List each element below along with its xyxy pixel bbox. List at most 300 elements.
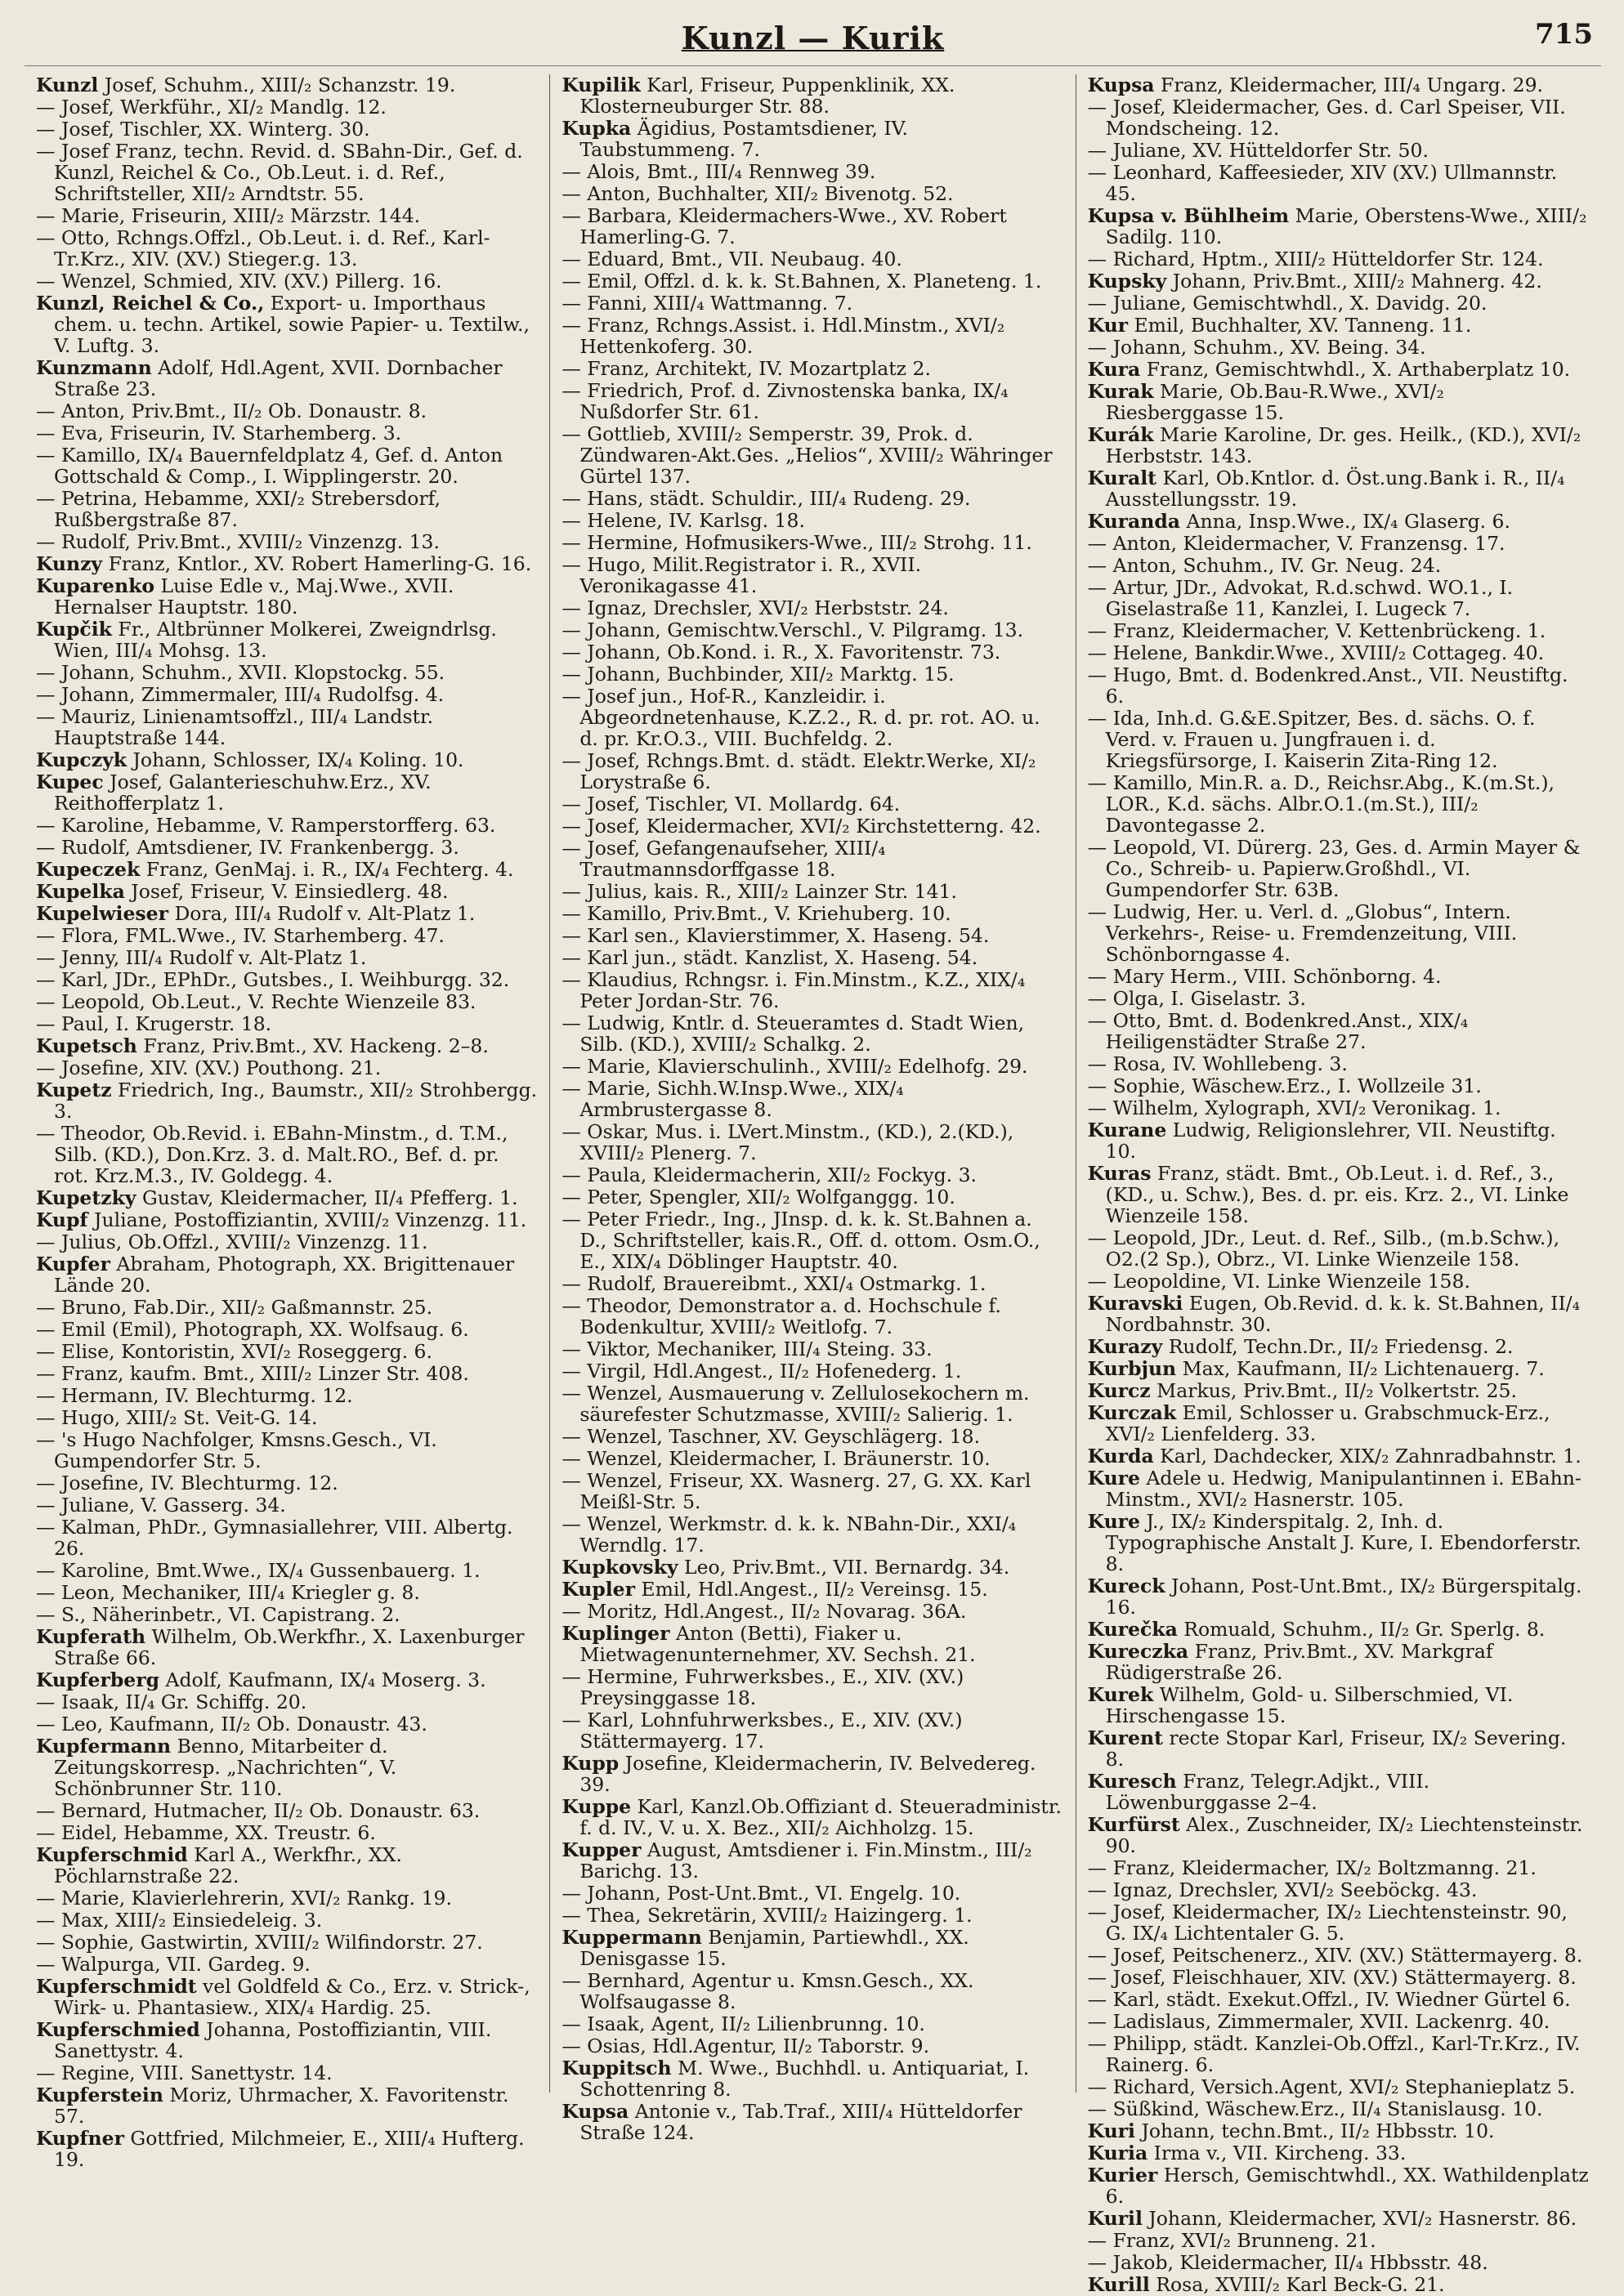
directory-entry	[561, 74, 1063, 117]
entry-surname: Kurcz	[1087, 1379, 1151, 1402]
directory-entry	[1088, 1989, 1590, 2010]
entry-details: — Marie, Klavierlehrerin, XVI/₂ Rankg. 19.	[36, 1887, 452, 1910]
directory-entry	[36, 1385, 538, 1406]
directory-entry	[561, 969, 1063, 1012]
directory-entry	[561, 663, 1063, 685]
entry-details: Franz, Priv.Bmt., XV. Markgraf Rüdigerstraße 26.	[1105, 1640, 1493, 1684]
directory-entry	[1088, 1271, 1590, 1292]
entry-details: — Gottlieb, XVIII/₂ Semperstr. 39, Prok. d. Zündwaren-Akt.Ges. „Helios“, XVIII/₂ Währinger Gürtel 137.	[561, 422, 1053, 488]
entry-surname: Kurazy	[1087, 1335, 1163, 1358]
entry-surname: Kupkovsky	[561, 1556, 678, 1579]
directory-entry	[36, 1735, 538, 1799]
entry-details: — Paul, I. Krugerstr. 18.	[36, 1012, 272, 1035]
directory-entry	[36, 227, 538, 270]
entry-details: Leo, Priv.Bmt., VII. Bernardg. 34.	[678, 1556, 1010, 1579]
entry-details: — Moritz, Hdl.Angest., II/₂ Novarag. 36A.	[561, 1600, 967, 1623]
directory-entry	[1088, 1684, 1590, 1726]
entry-details: — Rudolf, Amtsdiener, IV. Frankenbergg. 3.	[36, 836, 459, 859]
directory-entry	[36, 619, 538, 661]
entry-details: — Wilhelm, Xylograph, XVI/₂ Veronikag. 1.	[1087, 1097, 1501, 1119]
entry-details: Anna, Insp.Wwe., IX/₄ Glaserg. 6.	[1180, 510, 1510, 533]
entry-details: — Wenzel, Kleidermacher, I. Bräunerstr. 10.	[561, 1447, 991, 1470]
directory-entry	[561, 815, 1063, 837]
entry-surname: Kuril	[1087, 2207, 1143, 2230]
directory-entry	[36, 1079, 538, 1122]
directory-entry	[561, 2101, 1063, 2143]
entry-surname: Kuri	[1087, 2120, 1135, 2142]
directory-entry	[36, 662, 538, 683]
entry-surname: Kupferschmied	[36, 2018, 200, 2041]
entry-details: — Juliane, Gemischtwhdl., X. Davidg. 20.	[1087, 292, 1488, 315]
entry-details: — Mary Herm., VIII. Schönborng. 4.	[1087, 965, 1442, 988]
entry-surname: Kuppe	[561, 1795, 632, 1818]
entry-details: — Josef jun., Hof-R., Kanzleidir. i. Abgeordnetenhause, K.Z.2., R. d. pr. rot. AO. u. d. pr. Kr.O.3., VIII. Buchfeldg. 2.	[561, 685, 1040, 750]
entry-details: Juliane, Postoffiziantin, XVIII/₂ Vinzenzg. 11.	[87, 1208, 527, 1231]
entry-details: Karl A., Werkfhr., XX. Pöchlarnstraße 22.	[54, 1843, 402, 1887]
directory-entry	[36, 903, 538, 924]
entry-surname: Kuresch	[1087, 1770, 1177, 1793]
entry-details: — Josef, Fleischhauer, XIV. (XV.) Stättermayerg. 8.	[1087, 1966, 1577, 1989]
directory-entry	[36, 1582, 538, 1603]
entry-surname: Kupsky	[1087, 270, 1167, 293]
entry-details: Karl, Friseur, Puppenklinik, XX. Klosterneuburger Str. 88.	[579, 74, 955, 118]
entry-details: Johann, Post-Unt.Bmt., IX/₂ Bürgerspitalg. 16.	[1105, 1575, 1582, 1619]
directory-entry	[36, 1691, 538, 1713]
entry-details: — Isaak, Agent, II/₂ Lilienbrunng. 10.	[561, 2012, 925, 2035]
entry-surname: Kureczka	[1087, 1640, 1189, 1663]
directory-entry	[561, 1753, 1063, 1795]
entry-details: Benjamin, Partiewhdl., XX. Denisgasse 15.	[579, 1926, 969, 1970]
entry-details: — Josef, Tischler, VI. Mollardg. 64.	[561, 793, 901, 815]
directory-entry	[36, 1407, 538, 1428]
directory-entry	[36, 1910, 538, 1931]
entry-surname: Kupfer	[36, 1253, 110, 1275]
directory-entry	[1088, 293, 1590, 314]
entry-surname: Kupetsch	[36, 1034, 137, 1057]
entry-details: — Rudolf, Brauereibmt., XXI/₄ Ostmarkg. 1.	[561, 1272, 986, 1295]
entry-details: — Otto, Rchngs.Offzl., Ob.Leut. i. d. Ref., Karl-Tr.Krz., XIV. (XV.) Stieger.g. 13.	[36, 226, 490, 270]
entry-surname: Kupper	[561, 1838, 642, 1861]
directory-entry	[1088, 1097, 1590, 1119]
entry-details: Fr., Altbrünner Molkerei, Zweigndrlsg. Wien, III/₄ Mohsg. 13.	[54, 618, 497, 662]
directory-entry	[561, 554, 1063, 596]
directory-entry	[1088, 837, 1590, 900]
entry-surname: Kuras	[1087, 1162, 1152, 1185]
entry-details: — Johann, Buchbinder, XII/₂ Marktg. 15.	[561, 663, 955, 686]
entry-details: vel Goldfeld & Co., Erz. v. Strick-, Wirk- u. Phantasiew., XIX/₄ Hardig. 25.	[54, 1975, 530, 2019]
entry-details: — Hermine, Fuhrwerksbes., E., XIV. (XV.) Preysinggasse 18.	[561, 1665, 964, 1709]
entry-details: — Oskar, Mus. i. LVert.Minstm., (KD.), 2.(KD.), XVIII/₂ Plenerg. 7.	[561, 1120, 1014, 1164]
directory-entry	[36, 1057, 538, 1079]
entry-details: Moriz, Uhrmacher, X. Favoritenstr. 57.	[54, 2084, 509, 2128]
directory-entry	[36, 1013, 538, 1034]
entry-surname: Kupferath	[36, 1625, 146, 1648]
entry-details: — Wenzel, Taschner, XV. Geyschlägerg. 18.	[561, 1425, 981, 1448]
directory-entry	[1088, 1445, 1590, 1467]
entry-details: Anton (Betti), Fiaker u. Mietwagenunternehmer, XV. Sechsh. 21.	[579, 1622, 976, 1666]
directory-entry	[1088, 620, 1590, 641]
entry-details: Dora, III/₄ Rudolf v. Alt-Platz 1.	[168, 902, 476, 925]
page-header	[25, 15, 1601, 66]
running-head: Kunzl — Kurik	[681, 20, 945, 56]
directory-entry	[36, 357, 538, 400]
directory-entry	[1088, 1075, 1590, 1097]
entry-details: — Helene, IV. Karlsg. 18.	[561, 509, 805, 532]
entry-details: — Peter, Spengler, XII/₂ Wolfganggg. 10.	[561, 1186, 955, 1208]
entry-details: — Josef, Kleidermacher, XVI/₂ Kirchstetterng. 42.	[561, 815, 1041, 838]
directory-entry	[561, 881, 1063, 902]
directory-entry	[1088, 2120, 1590, 2142]
entry-details: — Anton, Priv.Bmt., II/₂ Ob. Donaustr. 8.	[36, 400, 427, 422]
directory-entry	[561, 1839, 1063, 1882]
entry-details: Marie, Ob.Bau-R.Wwe., XVI/₂ Riesberggasse 15.	[1105, 380, 1444, 424]
entry-details: Wilhelm, Gold- u. Silberschmied, VI. Hirschengasse 15.	[1105, 1683, 1514, 1727]
entry-details: — Johann, Post-Unt.Bmt., VI. Engelg. 10.	[561, 1882, 961, 1905]
entry-details: — Flora, FML.Wwe., IV. Starhemberg. 47.	[36, 924, 445, 947]
entry-details: — 's Hugo Nachfolger, Kmsns.Gesch., VI. Gumpendorfer Str. 5.	[36, 1428, 437, 1472]
entry-surname: Kuplinger	[561, 1622, 670, 1645]
entry-surname: Kupčik	[36, 618, 112, 641]
directory-entry	[1088, 2098, 1590, 2120]
entry-details: — Theodor, Demonstrator a. d. Hochschule f. Bodenkultur, XVIII/₂ Weitlofg. 7.	[561, 1294, 1001, 1338]
directory-entry	[36, 1341, 538, 1362]
entry-details: Josefine, Kleidermacherin, IV. Belvedereg. 39.	[579, 1752, 1036, 1796]
entry-details: Franz, Kntlor., XV. Robert Hamerling-G. 16.	[102, 552, 532, 575]
directory-entry	[1088, 1727, 1590, 1770]
directory-entry	[561, 488, 1063, 509]
entry-details: Romuald, Schuhm., II/₂ Gr. Sperlg. 8.	[1177, 1618, 1546, 1641]
entry-details: — Kamillo, Priv.Bmt., V. Kriehuberg. 10.	[561, 902, 951, 925]
directory-entry	[1088, 1163, 1590, 1226]
entry-details: — Josefine, XIV. (XV.) Pouthong. 21.	[36, 1056, 382, 1079]
entry-details: — Karoline, Bmt.Wwe., IX/₄ Gussenbauerg. 1.	[36, 1559, 481, 1582]
directory-entry	[1088, 1336, 1590, 1357]
directory-entry	[561, 597, 1063, 619]
entry-details: Friedrich, Ing., Baumstr., XII/₂ Strohbergg. 3.	[54, 1079, 538, 1123]
directory-entry	[561, 161, 1063, 182]
directory-entry	[561, 1012, 1063, 1055]
directory-entry	[561, 947, 1063, 968]
entry-details: — Hugo, Milit.Registrator i. R., XVII. Veronikagasse 41.	[561, 553, 922, 597]
directory-entry	[561, 1666, 1063, 1709]
entry-surname: Kurak	[1087, 380, 1154, 403]
directory-entry	[561, 1164, 1063, 1186]
entry-details: — Mauriz, Linienamtsoffzl., III/₄ Landstr. Hauptstraße 144.	[36, 705, 434, 749]
entry-details: Gustav, Kleidermacher, II/₄ Pfefferg. 1.	[136, 1186, 518, 1209]
entry-details: — Peter Friedr., Ing., JInsp. d. k. k. St.Bahnen a. D., Schriftsteller, kais.R., Off. d. ottom. Osm.O., E., XIX/₄ Döblinger Hauptstr. 40.	[561, 1208, 1040, 1273]
entry-details: — Bernard, Hutmacher, II/₂ Ob. Donaustr. 63.	[36, 1799, 481, 1822]
entry-surname: Kupeczek	[36, 858, 141, 881]
entry-details: — Franz, Architekt, IV. Mozartplatz 2.	[561, 357, 931, 380]
entry-details: — Rosa, IV. Wohllebeng. 3.	[1087, 1052, 1348, 1075]
entry-details: — Kalman, PhDr., Gymnasiallehrer, VIII. Albertg. 26.	[36, 1516, 513, 1560]
entry-details: — Viktor, Mechaniker, III/₄ Steing. 33.	[561, 1338, 933, 1360]
directory-entry	[561, 793, 1063, 815]
entry-surname: Kuranda	[1087, 510, 1181, 533]
directory-entry	[1088, 966, 1590, 987]
directory-entry	[36, 1954, 538, 1975]
entry-details: Ägidius, Postamtsdiener, IV. Taubstummeng. 7.	[579, 117, 908, 161]
entry-details: Karl, Dachdecker, XIX/₂ Zahnradbahnstr. 1.	[1153, 1445, 1581, 1467]
directory-entry	[561, 1623, 1063, 1665]
entry-details: — Josef, Gefangenaufseher, XIII/₄ Trautmannsdorffgasse 18.	[561, 837, 886, 881]
entry-details: — Theodor, Ob.Revid. i. EBahn-Minstm., d. T.M., Silb. (KD.), Don.Krz. 3. d. Malt.RO., Bef. d. pr. rot. Krz.M.3., IV. Goldegg. 4.	[36, 1122, 508, 1187]
entry-details: — Wenzel, Ausmauerung v. Zellulosekochern m. säurefester Schutzmasse, XVIII/₂ Salierig. 1.	[561, 1382, 1030, 1426]
directory-entry	[36, 422, 538, 444]
directory-entry	[36, 1669, 538, 1691]
entry-details: — Ignaz, Drechsler, XVI/₂ Herbststr. 24.	[561, 596, 949, 619]
entry-details: — Ida, Inh.d. G.&E.Spitzer, Bes. d. sächs. O. f. Verd. v. Frauen u. Jungfrauen i. d. Kriegsfürsorge, I. Kaiserin Zita-Ring 12.	[1087, 707, 1536, 772]
directory-entry	[1088, 1358, 1590, 1379]
directory-entry	[1088, 381, 1590, 423]
entry-details: Josef, Galanterieschuhw.Erz., XV. Reithofferplatz 1.	[54, 771, 432, 815]
entry-details: Rudolf, Techn.Dr., II/₂ Friedensg. 2.	[1162, 1335, 1514, 1358]
directory-entry	[1088, 988, 1590, 1009]
entry-surname: Kure	[1087, 1510, 1140, 1533]
entry-details: Wilhelm, Ob.Werkfhr., X. Laxenburger Straße 66.	[54, 1625, 525, 1669]
entry-details: — Artur, JDr., Advokat, R.d.schwd. WO.1., I. Giselastraße 11, Kanzlei, I. Lugeck 7.	[1087, 576, 1514, 620]
entry-details: Emil, Buchhalter, XV. Tanneng. 11.	[1128, 314, 1472, 337]
directory-entry	[561, 1056, 1063, 1077]
directory-entry	[561, 1927, 1063, 1969]
entry-details: — Emil, Offzl. d. k. k. St.Bahnen, X. Planeteng. 1.	[561, 270, 1042, 293]
entry-surname: Kunzl, Reichel & Co.,	[36, 292, 265, 315]
entry-surname: Kurent	[1087, 1726, 1163, 1749]
entry-surname: Kurane	[1087, 1119, 1167, 1141]
directory-entry	[36, 2128, 538, 2170]
directory-entry	[36, 96, 538, 118]
directory-entry	[1088, 2076, 1590, 2097]
directory-entry	[1088, 2011, 1590, 2032]
entry-details: — Max, XIII/₂ Einsiedeleig. 3.	[36, 1909, 323, 1932]
directory-entry	[36, 1626, 538, 1668]
directory-entry	[36, 925, 538, 946]
entry-surname: Kurfürst	[1087, 1813, 1180, 1836]
directory-entry	[561, 1601, 1063, 1622]
entry-details: — Marie, Friseurin, XIII/₂ Märzstr. 144.	[36, 204, 421, 227]
directory-entry	[36, 1887, 538, 1909]
directory-entry	[1088, 1771, 1590, 1813]
entry-details: — Kamillo, Min.R. a. D., Reichsr.Abg., K.(m.St.), LOR., K.d. sächs. Albr.O.1.(m.St.), III/₂ Davontegasse 2.	[1087, 771, 1555, 837]
directory-entry	[1088, 2164, 1590, 2207]
directory-entry	[36, 749, 538, 771]
directory-entry	[1088, 1467, 1590, 1510]
entry-surname: Kuparenko	[36, 574, 155, 597]
entry-details: — Rudolf, Priv.Bmt., XVIII/₂ Vinzenzg. 13.	[36, 530, 440, 553]
directory-entry	[36, 815, 538, 836]
entry-surname: Kurda	[1087, 1445, 1154, 1467]
entry-details: — Eduard, Bmt., VII. Neubaug. 40.	[561, 248, 902, 270]
directory-entry	[1088, 2142, 1590, 2164]
entry-surname: Kuppitsch	[561, 2057, 672, 2079]
entry-details: — Klaudius, Rchngsr. i. Fin.Minstm., K.Z., XIX/₄ Peter Jordan-Str. 76.	[561, 968, 1026, 1012]
entry-details: Karl, Ob.Kntlor. d. Öst.ung.Bank i. R., II/₄ Ausstellungsstr. 19.	[1105, 467, 1565, 511]
entry-details: — Leo, Kaufmann, II/₂ Ob. Donaustr. 43.	[36, 1713, 427, 1735]
entry-details: Rosa, XVIII/₂ Karl Beck-G. 21.	[1149, 2273, 1445, 2296]
entry-details: Emil, Schlosser u. Grabschmuck-Erz., XVI/₂ Lienfelderg. 33.	[1105, 1401, 1550, 1445]
entry-surname: Kure	[1087, 1467, 1140, 1490]
directory-entry	[1088, 1857, 1590, 1878]
directory-entry	[36, 1800, 538, 1821]
entry-details: Adolf, Hdl.Agent, XVII. Dornbacher Straße 23.	[54, 356, 503, 400]
entry-surname: Kurák	[1087, 423, 1154, 446]
directory-entry	[1088, 337, 1590, 358]
entry-details: Marie, Oberstens-Wwe., XIII/₂ Sadilg. 110.	[1105, 204, 1587, 248]
entry-details: — Anton, Kleidermacher, V. Franzensg. 17.	[1087, 532, 1505, 555]
entry-details: — Ludwig, Her. u. Verl. d. „Globus“, Intern. Verkehrs-, Reise- u. Fremdenzeitung, VIII. Schönborngasse 4.	[1087, 900, 1518, 966]
directory-entry	[561, 183, 1063, 204]
entry-details: — Isaak, II/₄ Gr. Schiffg. 20.	[36, 1691, 307, 1713]
entry-details: Johanna, Postoffiziantin, VIII. Sanettystr. 4.	[54, 2018, 492, 2062]
directory-entry	[1088, 1945, 1590, 1966]
directory-entry	[1088, 359, 1590, 380]
entry-details: Irma v., VII. Kircheng. 33.	[1148, 2142, 1407, 2164]
entry-surname: Kupfermann	[36, 1735, 172, 1758]
entry-details: Franz, städt. Bmt., Ob.Leut. i. d. Ref., 3., (KD., u. Schw.), Bes. d. pr. eis. Krz. 2., VI. Linke Wienzeile 158.	[1105, 1162, 1569, 1227]
entry-details: — Josef Franz, techn. Revid. d. SBahn-Dir., Gef. d. Kunzl, Reichel & Co., Ob.Leut. i. d. Ref., Schriftsteller, XII/₂ Arndtstr. 55.	[36, 140, 523, 205]
directory-entry	[1088, 1293, 1590, 1335]
directory-entry	[561, 205, 1063, 248]
directory-entry	[36, 1976, 538, 2018]
directory-entry	[36, 969, 538, 990]
entry-details: — Juliane, V. Gasserg. 34.	[36, 1494, 286, 1517]
directory-entry	[1088, 205, 1590, 248]
entry-details: — Sophie, Gastwirtin, XVIII/₂ Wilfindorstr. 27.	[36, 1931, 483, 1954]
directory-entry	[36, 1472, 538, 1494]
directory-entry	[36, 1494, 538, 1516]
entry-details: — Josef, Kleidermacher, Ges. d. Carl Speiser, VII. Mondscheing. 12.	[1087, 96, 1566, 140]
entry-details: Marie Karoline, Dr. ges. Heilk., (KD.), XVI/₂ Herbststr. 143.	[1105, 423, 1581, 467]
directory-entry	[561, 380, 1063, 422]
entry-details: Karl, Kanzl.Ob.Offiziant d. Steueradministr. f. d. IV., V. u. X. Bez., XII/₂ Aichholzg. 15.	[579, 1795, 1062, 1839]
entry-details: Antonie v., Tab.Traf., XIII/₄ Hütteldorfer Straße 124.	[579, 2100, 1022, 2144]
entry-details: — Hermann, IV. Blechturmg. 12.	[36, 1384, 353, 1407]
entry-details: — Josef, Werkführ., XI/₂ Mandlg. 12.	[36, 96, 387, 118]
entry-details: Johann, Schlosser, IX/₄ Koling. 10.	[127, 748, 464, 771]
entry-details: — Julius, Ob.Offzl., XVIII/₂ Vinzenzg. 11.	[36, 1231, 428, 1253]
directory-entry	[36, 1932, 538, 1953]
directory-entry	[561, 2013, 1063, 2035]
entry-details: Alex., Zuschneider, IX/₂ Liechtensteinstr. 90.	[1105, 1813, 1583, 1857]
directory-entry	[561, 903, 1063, 924]
directory-entry	[1088, 1814, 1590, 1856]
entry-details: Josef, Friseur, V. Einsiedlerg. 48.	[124, 880, 449, 903]
directory-entry	[561, 270, 1063, 292]
entry-details: — Johann, Zimmermaler, III/₄ Rudolfsg. 4.	[36, 683, 445, 706]
entry-details: — Virgil, Hdl.Angest., II/₂ Hofenederg. 1.	[561, 1360, 962, 1383]
entry-details: — Franz, kaufm. Bmt., XIII/₂ Linzer Str. 408.	[36, 1362, 469, 1385]
entry-surname: Kupczyk	[36, 748, 128, 771]
entry-details: — Paula, Kleidermacherin, XII/₂ Fockyg. 3.	[561, 1164, 978, 1186]
directory-entry	[561, 925, 1063, 946]
directory-entry	[36, 400, 538, 422]
directory-entry	[36, 2019, 538, 2061]
directory-entry	[1088, 2033, 1590, 2075]
directory-entry	[36, 947, 538, 968]
directory-entry	[36, 141, 538, 204]
directory-entry	[1088, 2274, 1590, 2295]
directory-entry	[1088, 1402, 1590, 1445]
directory-entry	[561, 1426, 1063, 1447]
entry-details: recte Stopar Karl, Friseur, IX/₂ Severing. 8.	[1105, 1726, 1567, 1771]
entry-details: Markus, Priv.Bmt., II/₂ Volkertstr. 25.	[1150, 1379, 1517, 1402]
entry-details: — Marie, Sichh.W.Insp.Wwe., XIX/₄ Armbrustergasse 8.	[561, 1077, 904, 1121]
directory-entry	[561, 1470, 1063, 1512]
directory-entry	[561, 293, 1063, 314]
directory-entry	[36, 1844, 538, 1887]
entry-details: — Richard, Hptm., XIII/₂ Hütteldorfer Str. 124.	[1087, 248, 1544, 270]
directory-entry	[36, 684, 538, 705]
directory-entry	[561, 358, 1063, 379]
entry-details: — Jenny, III/₄ Rudolf v. Alt-Platz 1.	[36, 946, 367, 969]
entry-details: — Eva, Friseurin, IV. Starhemberg. 3.	[36, 422, 402, 444]
directory-entry	[36, 488, 538, 530]
directory-entry	[1088, 315, 1590, 336]
directory-entry	[36, 771, 538, 814]
directory-entry	[36, 2084, 538, 2127]
entry-details: Franz, GenMaj. i. R., IX/₄ Fechterg. 4.	[140, 858, 514, 881]
entry-surname: Kupferstein	[36, 2084, 163, 2106]
directory-entry	[561, 510, 1063, 531]
entry-details: — Julius, kais. R., XIII/₂ Lainzer Str. 141.	[561, 880, 957, 903]
entry-surname: Kupfner	[36, 2127, 124, 2150]
directory-entry	[561, 1883, 1063, 1904]
directory-entry	[1088, 1967, 1590, 1988]
entry-surname: Kupferberg	[36, 1668, 160, 1691]
directory-entry	[1088, 1575, 1590, 1618]
entry-details: Eugen, Ob.Revid. d. k. k. St.Bahnen, II/₄ Nordbahnstr. 30.	[1105, 1292, 1581, 1336]
entry-surname: Kupelka	[36, 880, 125, 903]
directory-entry	[1088, 772, 1590, 836]
directory-entry	[36, 706, 538, 748]
directory-entry	[1088, 1380, 1590, 1401]
entry-details: — Karl jun., städt. Kanzlist, X. Haseng. 54.	[561, 946, 978, 969]
entry-details: August, Amtsdiener i. Fin.Minstm., III/₂ Barichg. 13.	[579, 1838, 1032, 1883]
entry-details: Hersch, Gemischtwhdl., XX. Wathildenplatz 6.	[1105, 2164, 1589, 2208]
directory-entry	[36, 1297, 538, 1318]
directory-entry	[1088, 2230, 1590, 2251]
directory-entry	[36, 859, 538, 880]
entry-details: — Regine, VIII. Sanettystr. 14.	[36, 2061, 333, 2084]
entry-surname: Kupka	[561, 117, 632, 140]
page-number: 715	[1535, 18, 1593, 51]
entry-details: — Sophie, Wäschew.Erz., I. Wollzeile 31.	[1087, 1074, 1482, 1097]
entry-details: — Leopold, VI. Dürerg. 23, Ges. d. Armin Mayer & Co., Schreib- u. Papierw.Großhdl., VI. Gumpendorfer Str. 63B.	[1087, 836, 1581, 901]
directory-entry	[1088, 74, 1590, 96]
directory-entry	[36, 270, 538, 292]
entry-details: — Eidel, Hebamme, XX. Treustr. 6.	[36, 1821, 376, 1844]
directory-entry	[36, 118, 538, 140]
entry-details: Franz, Telegr.Adjkt., VIII. Löwenburggasse 2–4.	[1105, 1770, 1430, 1814]
entry-surname: Kurek	[1087, 1683, 1154, 1706]
entry-surname: Kupelwieser	[36, 902, 168, 925]
entry-details: — Johann, Schuhm., XV. Being. 34.	[1087, 336, 1426, 359]
entry-details: — Kamillo, IX/₄ Bauernfeldplatz 4, Gef. d. Anton Gottschald & Comp., I. Wipplingerstr. 20.	[36, 444, 503, 488]
directory-entry	[561, 1295, 1063, 1338]
entry-surname: Kurbjun	[1087, 1357, 1177, 1380]
directory-entry	[1088, 1511, 1590, 1575]
entry-details: — Johann, Schuhm., XVII. Klopstockg. 55.	[36, 661, 445, 684]
directory-entry	[1088, 708, 1590, 771]
entry-details: — Leopold, JDr., Leut. d. Ref., Silb., (m.b.Schw.), O2.(2 Sp.), Obrz., VI. Linke Wienzeile 158.	[1087, 1226, 1560, 1271]
entry-details: — Philipp, städt. Kanzlei-Ob.Offzl., Karl-Tr.Krz., IV. Rainerg. 6.	[1087, 2032, 1581, 2076]
directory-entry	[561, 641, 1063, 663]
entry-details: Josef, Schuhm., XIII/₂ Schanzstr. 19.	[98, 74, 456, 96]
entry-surname: Kurczak	[1087, 1401, 1177, 1424]
directory-entry	[36, 881, 538, 902]
entry-surname: Kureck	[1087, 1575, 1165, 1597]
directory-entry	[561, 1513, 1063, 1556]
